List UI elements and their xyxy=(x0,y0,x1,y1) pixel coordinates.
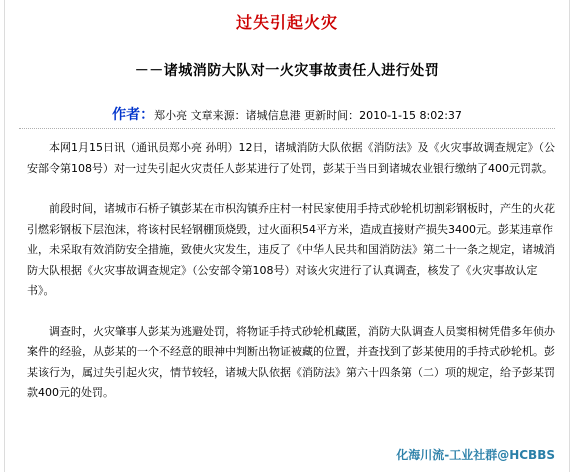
article-meta xyxy=(5,104,569,124)
updated-time: 2010-1-15 8:02:37 xyxy=(359,109,462,122)
article-subtitle: －－诸城消防大队对一火灾事故责任人进行处罚 xyxy=(134,63,440,79)
author-name[interactable]: 郑小亮 xyxy=(154,109,188,122)
source-name[interactable]: 诸城信息港 xyxy=(245,109,301,122)
updated-label: 更新时间： xyxy=(304,109,360,122)
paragraph-1: 本网1月15日讯（通讯员郑小亮 孙明）12日，诸城消防大队依据《消防法》及《火灾事故调查规定》（公安部令第108号）对一过失引起火灾责任人彭某进行了处罚，彭某于当日到诸城农业银行缴纳了400元罚款。 xyxy=(27,141,555,175)
meta-divider xyxy=(19,128,555,129)
paragraph-gap xyxy=(27,302,557,322)
paragraph-gap xyxy=(27,179,557,199)
paragraph-3: 调查时，火灾肇事人彭某为逃避处罚，将物证手持式砂轮机藏匿，消防大队调查人员窦相树凭借多年侦办案件的经验，从彭某的一个不经意的眼神中判断出物证被藏的位置，并查找到了彭某使用的手持式砂轮机。彭某该行为，属过失引起火灾，情节较轻，诸城大队依据《消防法》第六十四条第（二）项的规定，给予彭某罚款400元的处罚。 xyxy=(27,324,555,399)
author-label: 作者： xyxy=(112,107,155,123)
watermark: 化海川流-工业社群@HCBBS xyxy=(393,445,558,464)
article-page xyxy=(4,0,570,472)
article-body xyxy=(27,138,557,404)
source-label: 文章来源： xyxy=(190,109,246,122)
paragraph-2: 前段时间，诸城市石桥子镇彭某在市枳沟镇乔庄村一村民家使用手持式砂轮机切割彩钢板时，产生的火花引燃彩钢板下层泡沫，将该村民轻钢棚顶烧毁，过火面积54平方米，造成直接财产损失3400元。彭某违章作业，未采取有效消防安全措施，致使火灾发生，违反了《中华人民共和国消防法》第二十一条之规定，诸城消防大队根据《火灾事故调查规定》（公安部令第108号）对该火灾进行了认真调查，核发了《火灾事故认定书》。 xyxy=(27,202,555,297)
article-title: 过失引起火灾 xyxy=(235,13,338,32)
